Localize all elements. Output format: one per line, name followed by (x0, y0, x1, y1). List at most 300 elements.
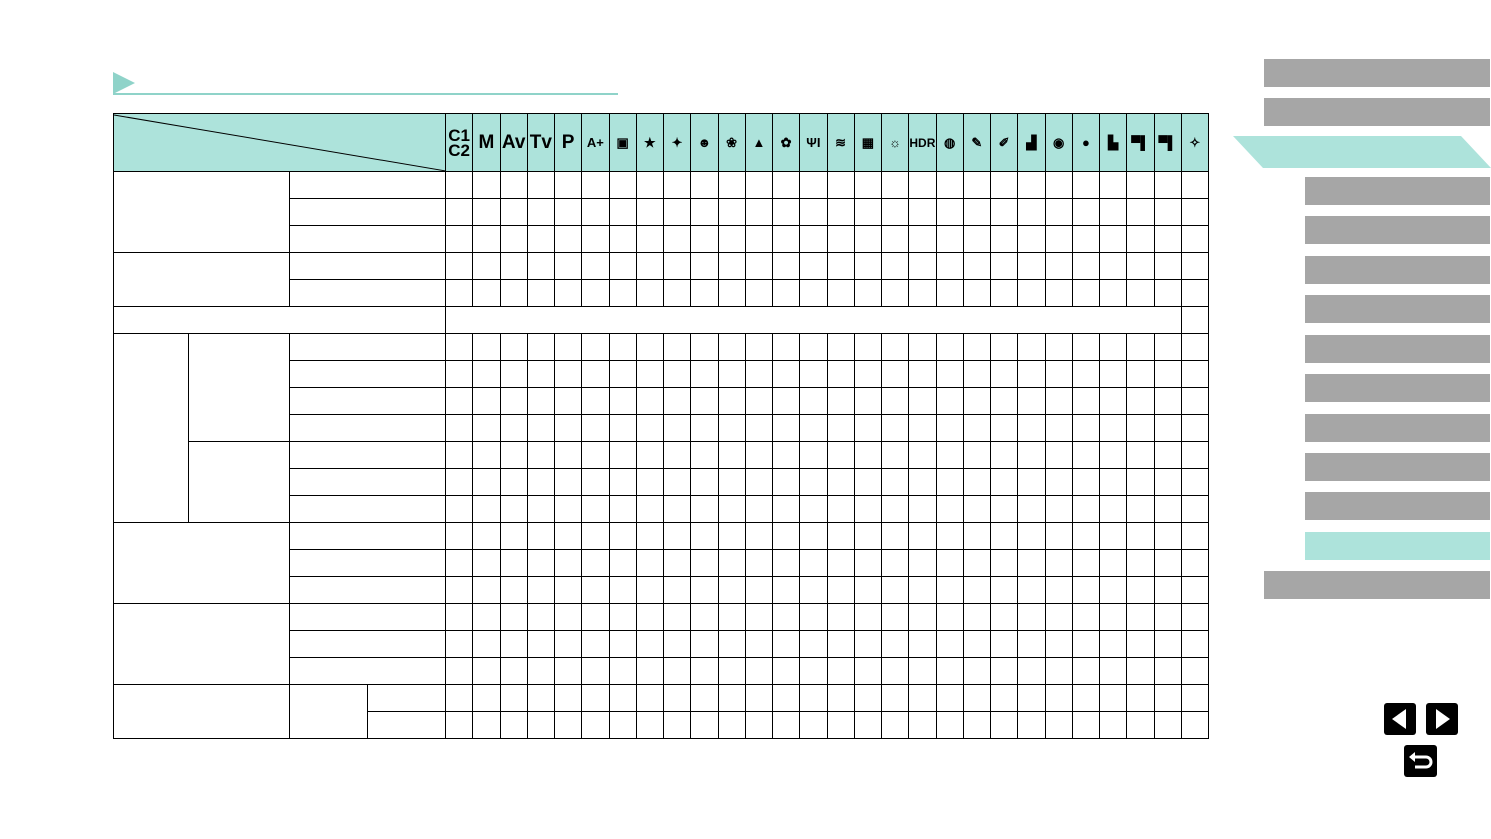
merged-cell (446, 307, 1182, 334)
table-cell (745, 415, 772, 442)
mode-auto-icon (582, 114, 609, 172)
table-cell (609, 334, 636, 361)
table-cell (1072, 226, 1099, 253)
mode-label: ≋ (835, 134, 847, 150)
setting-self-timer-options (290, 631, 446, 658)
nav-subitem-8[interactable] (1305, 453, 1490, 481)
table-cell (854, 550, 881, 577)
nav-subitem-active[interactable] (1305, 532, 1490, 560)
table-cell (636, 415, 663, 442)
table-cell (691, 685, 718, 712)
nav-subitem-1[interactable] (1305, 177, 1490, 205)
table-cell (882, 496, 909, 523)
table-cell (555, 415, 582, 442)
setting-remote (290, 658, 446, 685)
table-cell (691, 172, 718, 199)
table-cell (773, 415, 800, 442)
table-cell (936, 361, 963, 388)
mode-label: ▲ (752, 135, 766, 150)
table-cell (1154, 496, 1181, 523)
table-cell (718, 577, 745, 604)
table-cell (991, 172, 1018, 199)
setting-rec-fhd-5000 (290, 442, 446, 469)
table-cell (582, 658, 609, 685)
table-cell (1072, 442, 1099, 469)
table-cell (854, 172, 881, 199)
table-cell (582, 253, 609, 280)
table-cell (636, 523, 663, 550)
table-cell (718, 442, 745, 469)
row-group-label (114, 685, 290, 739)
table-cell (691, 577, 718, 604)
table-cell (1018, 469, 1045, 496)
table-cell (1018, 442, 1045, 469)
setting-rec-fhd-5994 (290, 334, 446, 361)
table-cell (1181, 577, 1208, 604)
table-cell (718, 172, 745, 199)
table-cell (909, 442, 936, 469)
table-cell (636, 388, 663, 415)
mode-label: ◍ (943, 134, 956, 150)
table-cell (582, 631, 609, 658)
table-cell (963, 199, 990, 226)
table-cell (936, 253, 963, 280)
table-cell (1100, 631, 1127, 658)
table-cell (1127, 712, 1154, 739)
table-cell (1154, 334, 1181, 361)
table-cell (1154, 388, 1181, 415)
table-cell (446, 658, 473, 685)
table-cell (1045, 550, 1072, 577)
table-cell (1072, 469, 1099, 496)
table-cell (473, 523, 500, 550)
table-cell (555, 253, 582, 280)
table-cell (882, 469, 909, 496)
setting-rec-fhd-2500 (290, 469, 446, 496)
table-cell (718, 361, 745, 388)
table-cell (500, 280, 527, 307)
mode-self-portrait-icon (664, 114, 691, 172)
table-cell (582, 523, 609, 550)
table-cell (991, 712, 1018, 739)
nav-subitem-4[interactable] (1305, 295, 1490, 323)
nav-subitem-2[interactable] (1305, 216, 1490, 244)
table-cell (555, 496, 582, 523)
table-cell (718, 631, 745, 658)
table-cell (691, 604, 718, 631)
back-button[interactable] (1404, 745, 1437, 777)
table-cell (718, 280, 745, 307)
table-cell (473, 685, 500, 712)
table-cell (664, 442, 691, 469)
table-cell (1100, 604, 1127, 631)
table-cell (691, 496, 718, 523)
table-cell (1072, 712, 1099, 739)
table-cell (800, 253, 827, 280)
table-cell (1072, 685, 1099, 712)
table-cell (827, 523, 854, 550)
table-cell (1018, 658, 1045, 685)
table-cell (1045, 712, 1072, 739)
table-cell (527, 199, 554, 226)
nav-subitem-6[interactable] (1305, 374, 1490, 402)
table-cell (446, 199, 473, 226)
table-cell (991, 226, 1018, 253)
nav-subitem-7[interactable] (1305, 414, 1490, 442)
table-cell (827, 388, 854, 415)
table-cell (882, 280, 909, 307)
nav-button-1[interactable] (1264, 59, 1490, 87)
table-cell (1072, 631, 1099, 658)
table-cell (1018, 388, 1045, 415)
table-cell (854, 280, 881, 307)
table-cell (882, 199, 909, 226)
table-row (114, 523, 1209, 550)
table-cell (500, 388, 527, 415)
table-cell (963, 361, 990, 388)
table-cell (745, 334, 772, 361)
table-cell (854, 685, 881, 712)
table-cell (800, 442, 827, 469)
table-cell (909, 226, 936, 253)
row-group-label (114, 172, 290, 253)
mode-label: ✦ (671, 134, 683, 150)
table-cell (691, 361, 718, 388)
setting-drive-single (290, 523, 446, 550)
table-cell (473, 442, 500, 469)
table-cell (664, 361, 691, 388)
table-cell (500, 550, 527, 577)
table-cell (991, 361, 1018, 388)
table-cell (745, 226, 772, 253)
table-cell (800, 280, 827, 307)
table-cell (991, 415, 1018, 442)
table-cell (909, 469, 936, 496)
table-cell (1154, 172, 1181, 199)
table-cell (1127, 631, 1154, 658)
table-cell (1100, 685, 1127, 712)
table-cell (936, 199, 963, 226)
table-cell (609, 253, 636, 280)
table-cell (1045, 199, 1072, 226)
setting-drive-continuous-high (290, 550, 446, 577)
table-cell (745, 550, 772, 577)
table-cell (473, 280, 500, 307)
table-cell (800, 550, 827, 577)
table-cell (963, 226, 990, 253)
row-group-label (189, 442, 290, 523)
table-cell (1072, 523, 1099, 550)
table-cell (1072, 550, 1099, 577)
table-cell (773, 550, 800, 577)
table-cell (854, 199, 881, 226)
table-cell (1127, 685, 1154, 712)
table-cell (1154, 199, 1181, 226)
mode-label: Tv (529, 131, 552, 153)
table-cell (1072, 658, 1099, 685)
table-cell (1100, 280, 1127, 307)
table-cell (446, 226, 473, 253)
table-cell (936, 496, 963, 523)
table-cell (446, 550, 473, 577)
table-row (114, 307, 1209, 334)
nav-subitem-3[interactable] (1305, 256, 1490, 284)
table-cell (1154, 604, 1181, 631)
table-cell (609, 496, 636, 523)
table-cell (691, 712, 718, 739)
mode-av (500, 114, 527, 172)
table-cell (527, 388, 554, 415)
table-cell (636, 712, 663, 739)
table-cell (500, 712, 527, 739)
nav-subitem-5[interactable] (1305, 335, 1490, 363)
table-cell (664, 577, 691, 604)
table-cell (555, 523, 582, 550)
section-title-rule (113, 93, 618, 95)
table-cell (555, 361, 582, 388)
table-cell (773, 658, 800, 685)
table-cell (636, 280, 663, 307)
table-cell (1072, 496, 1099, 523)
table-cell (854, 658, 881, 685)
table-cell (1181, 523, 1208, 550)
table-cell (909, 712, 936, 739)
table-cell (527, 658, 554, 685)
table-cell (882, 550, 909, 577)
table-cell (854, 253, 881, 280)
mode-hdr (909, 114, 936, 172)
table-cell (1018, 334, 1045, 361)
table-cell (718, 685, 745, 712)
table-cell (827, 469, 854, 496)
table-cell (963, 631, 990, 658)
section-marker-icon (113, 72, 135, 94)
table-cell (446, 280, 473, 307)
mode-label: ✿ (780, 134, 792, 150)
table-cell (718, 415, 745, 442)
table-cell (827, 172, 854, 199)
table-cell (500, 685, 527, 712)
table-cell (909, 253, 936, 280)
table-cell (773, 631, 800, 658)
table-cell (827, 496, 854, 523)
prev-page-button[interactable] (1384, 703, 1416, 735)
table-cell (500, 415, 527, 442)
table-cell (1045, 172, 1072, 199)
table-cell (473, 253, 500, 280)
table-cell (473, 658, 500, 685)
table-cell (718, 253, 745, 280)
table-cell (500, 469, 527, 496)
table-row (114, 334, 1209, 361)
table-cell (991, 550, 1018, 577)
table-cell (773, 253, 800, 280)
table-cell (609, 442, 636, 469)
table-cell (854, 577, 881, 604)
nav-subitem-9[interactable] (1305, 492, 1490, 520)
table-cell (800, 631, 827, 658)
table-cell (936, 415, 963, 442)
nav-active-chapter-tab[interactable] (1233, 136, 1491, 168)
mode-label: HDR (909, 135, 936, 150)
table-cell (1154, 631, 1181, 658)
table-cell (664, 523, 691, 550)
table-cell (1181, 388, 1208, 415)
table-cell (636, 334, 663, 361)
table-cell (527, 361, 554, 388)
table-cell (555, 658, 582, 685)
table-cell (500, 577, 527, 604)
table-cell (473, 469, 500, 496)
table-cell (1100, 712, 1127, 739)
table-cell (527, 550, 554, 577)
table-cell (827, 280, 854, 307)
table-cell (854, 361, 881, 388)
table-cell (1127, 361, 1154, 388)
table-cell (991, 604, 1018, 631)
mode-bw-icon (1100, 114, 1127, 172)
table-cell (773, 172, 800, 199)
table-cell (773, 604, 800, 631)
table-cell (527, 523, 554, 550)
table-cell (636, 253, 663, 280)
table-corner-header (114, 114, 446, 172)
table-cell (527, 604, 554, 631)
table-cell (1072, 415, 1099, 442)
mode-label: ✧ (1189, 134, 1201, 150)
function-availability-table (113, 113, 1209, 739)
nav-button-2[interactable] (1264, 98, 1490, 126)
table-cell (555, 631, 582, 658)
table-cell (555, 280, 582, 307)
table-cell (991, 442, 1018, 469)
table-cell (936, 631, 963, 658)
table-cell (555, 334, 582, 361)
table-cell (745, 658, 772, 685)
table-cell (773, 280, 800, 307)
table-cell (582, 577, 609, 604)
mode-closeup-icon (773, 114, 800, 172)
table-cell (1181, 685, 1208, 712)
table-cell (854, 604, 881, 631)
table-cell (745, 469, 772, 496)
table-cell (582, 172, 609, 199)
table-cell (909, 658, 936, 685)
table-cell (773, 226, 800, 253)
table-cell (936, 334, 963, 361)
table-cell (691, 469, 718, 496)
table-cell (745, 685, 772, 712)
table-cell (1045, 226, 1072, 253)
table-cell (991, 658, 1018, 685)
table-cell (582, 685, 609, 712)
table-cell (827, 631, 854, 658)
row-group-label (189, 334, 290, 442)
table-cell (1072, 388, 1099, 415)
table-cell (1100, 496, 1127, 523)
table-cell (827, 658, 854, 685)
table-cell (500, 523, 527, 550)
table-cell (936, 226, 963, 253)
table-cell (473, 604, 500, 631)
table-cell (909, 550, 936, 577)
mode-creative-icon (636, 114, 663, 172)
table-cell (664, 604, 691, 631)
table-cell (936, 577, 963, 604)
next-page-button[interactable] (1426, 703, 1458, 735)
table-cell (963, 280, 990, 307)
table-cell (446, 631, 473, 658)
table-cell (800, 226, 827, 253)
table-cell (664, 253, 691, 280)
table-cell (691, 550, 718, 577)
table-cell (1045, 415, 1072, 442)
setting-af-1-point (290, 226, 446, 253)
table-cell (1018, 631, 1045, 658)
table-row (114, 253, 1209, 280)
table-cell (963, 496, 990, 523)
mode-label: A+ (586, 135, 604, 150)
row-group-label (114, 334, 189, 523)
nav-button-bottom[interactable] (1264, 571, 1490, 599)
table-cell (745, 172, 772, 199)
table-cell (636, 577, 663, 604)
table-cell (582, 442, 609, 469)
table-cell (991, 631, 1018, 658)
table-cell (446, 442, 473, 469)
row-group-label (114, 523, 290, 604)
table-cell (691, 631, 718, 658)
table-cell (1100, 199, 1127, 226)
table-cell (636, 550, 663, 577)
table-cell (745, 442, 772, 469)
table-row (114, 685, 1209, 712)
table-cell (909, 496, 936, 523)
table-cell (773, 199, 800, 226)
table-cell (882, 361, 909, 388)
table-cell (1018, 226, 1045, 253)
table-cell (473, 334, 500, 361)
table-cell (1045, 361, 1072, 388)
table-cell (527, 253, 554, 280)
table-cell (636, 199, 663, 226)
table-cell (473, 199, 500, 226)
table-cell (1072, 361, 1099, 388)
table-cell (500, 496, 527, 523)
table-cell (1181, 496, 1208, 523)
table-cell (773, 361, 800, 388)
setting-rec-fhd-2997 (290, 361, 446, 388)
table-cell (773, 388, 800, 415)
mode-label: ▀▌ (1158, 135, 1177, 150)
table-cell (500, 631, 527, 658)
table-cell (882, 172, 909, 199)
table-cell (1181, 280, 1208, 307)
table-cell (1154, 577, 1181, 604)
table-cell (1045, 523, 1072, 550)
table-cell (664, 388, 691, 415)
table-cell (854, 631, 881, 658)
table-cell (745, 604, 772, 631)
table-cell (1154, 280, 1181, 307)
row-sub-label (368, 712, 446, 739)
mode-watercolor-icon (963, 114, 990, 172)
mode-miniature-icon (1018, 114, 1045, 172)
mode-toy-camera-icon (1045, 114, 1072, 172)
mode-label: ΨΙ (806, 135, 821, 150)
table-cell (1072, 172, 1099, 199)
table-cell (1154, 712, 1181, 739)
